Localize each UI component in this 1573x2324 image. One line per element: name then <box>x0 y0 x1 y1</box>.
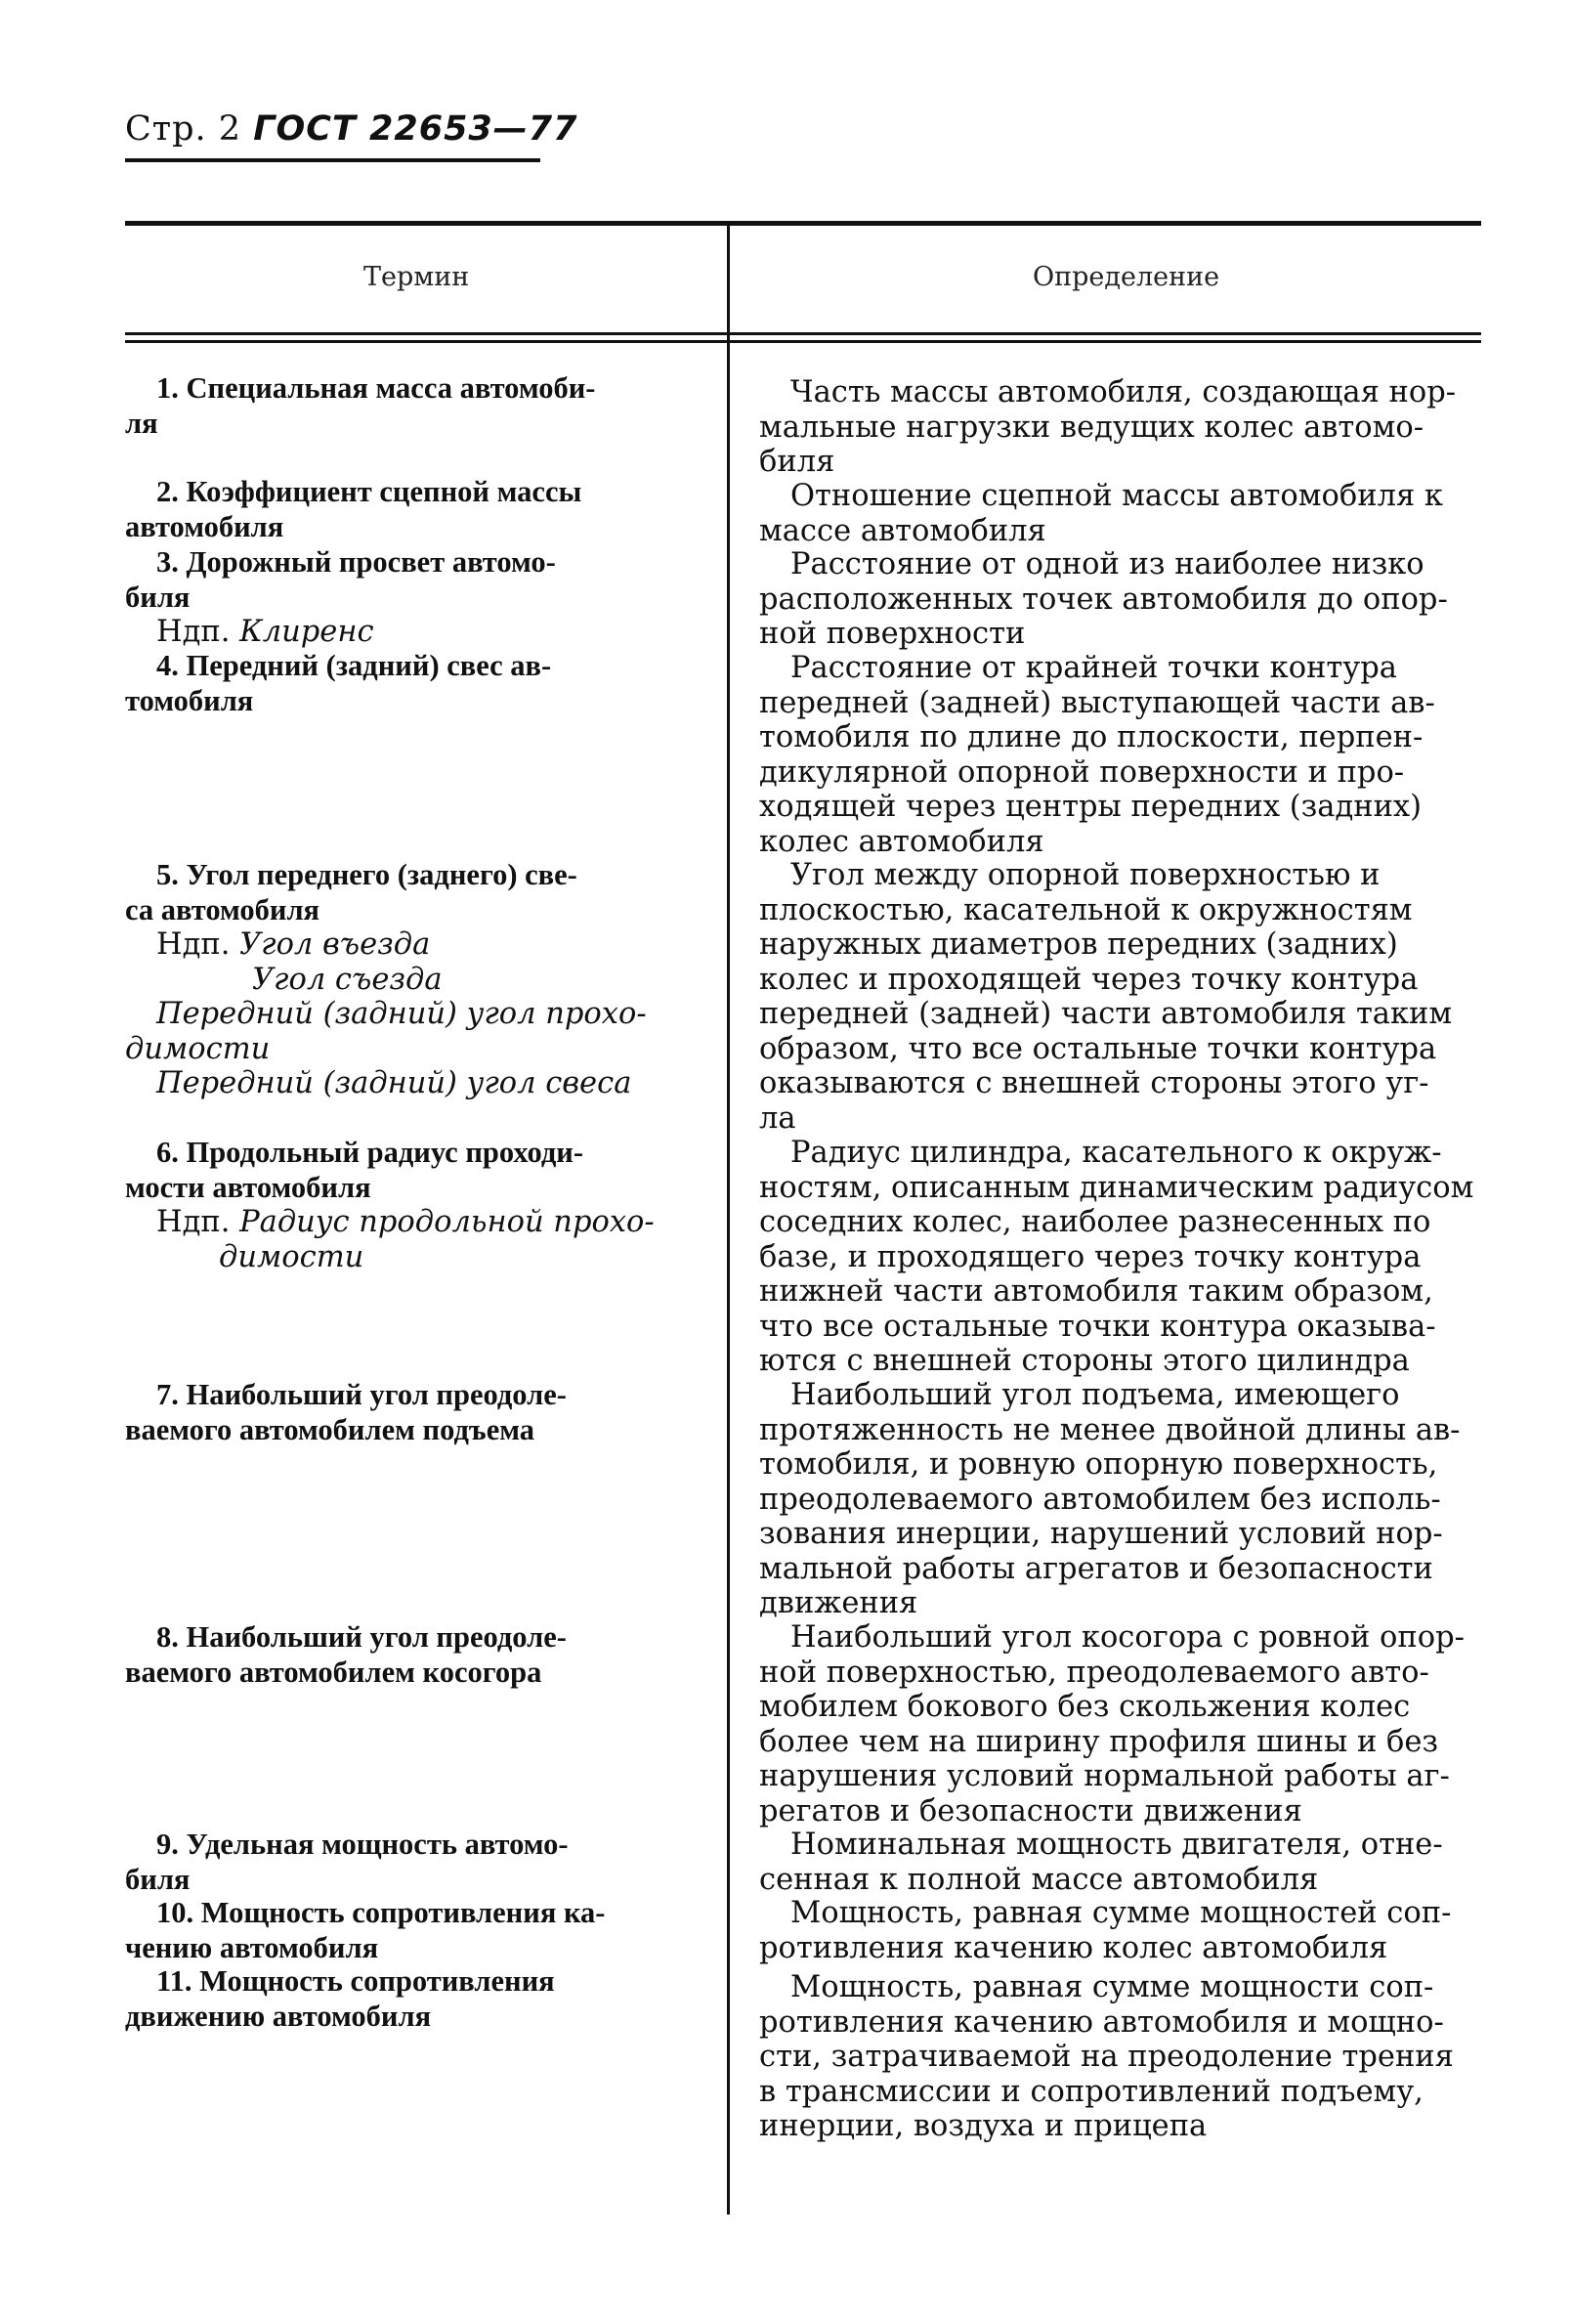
term-5: 5. Угол переднего (заднего) све- са автомобиля Ндп. Угол въезда Угол съезда Передний (задний) угол прохо- димости Передний (задний) угол свеса <box>125 858 701 1101</box>
table-head-rule <box>125 332 1481 335</box>
standard-number: ГОСТ 22653—77 <box>253 109 578 149</box>
term-2: 2. Коэффициент сцепной массы автомобиля <box>125 475 582 543</box>
definition-11: Мощность, равная сумме мощности соп- ротивления качению автомобиля и мощно- сти, затрачиваемой на преодоление трения в трансмиссии и сопротивлений подъему, инерции, воздуха и прицепа <box>759 1970 1454 2143</box>
term-10: 10. Мощность сопротивления ка- чению автомобиля <box>125 1896 606 1964</box>
definition-5: Угол между опорной поверхностью и плоскостью, касательной к окружностям наружных диаметров передних (задних) колес и проходящей через точку контура передней (задней) части автомобиля таким образом, что все остальные точки контура оказываются с внешней стороны этого уг- ла <box>759 858 1453 1136</box>
table-head-rule-double <box>125 340 1481 343</box>
ndp-3: Ндп. Клиренс <box>156 615 374 649</box>
ndp-6: Ндп. Радиус продольной прохо- <box>156 1205 655 1239</box>
definition-6: Радиус цилиндра, касательного к окруж- ностям, описанным динамическим радиусом соседних колес, наиболее разнесенных по базе, и проходящего через точку контура нижней части автомобиля таким образом, что все остальные точки контура оказыва- ются с внешней стороны этого цилиндра <box>759 1136 1474 1378</box>
term-7: 7. Наибольший угол преодоле- ваемого автомобилем подъема <box>125 1378 567 1446</box>
header-underline <box>125 158 540 162</box>
definition-2: Отношение сцепной массы автомобиля к массе автомобиля <box>759 479 1443 548</box>
page-header <box>125 109 578 149</box>
term-3: 3. Дорожный просвет автомо- биля Ндп. Клиренс <box>125 545 701 650</box>
column-header-definition: Определение <box>1033 262 1220 292</box>
definition-1: Часть массы автомобиля, создающая нор- мальные нагрузки ведущих колес автомо- биля <box>759 375 1457 479</box>
definition-3: Расстояние от одной из наиболее низко расположенных точек автомобиля до опор- ной поверхности <box>759 547 1448 651</box>
term-4: 4. Передний (задний) свес ав- томобиля <box>125 649 552 717</box>
definition-8: Наибольший угол косогора с ровной опор- ной поверхностью, преодолеваемого авто- мобилем бокового без скольжения колес более чем на ширину профиля шины и без нарушения условий нормальной работы аг- регатов и безопасности движения <box>759 1620 1465 1829</box>
page-number: Стр. 2 <box>125 109 242 149</box>
column-divider <box>727 221 730 2215</box>
column-header-term: Термин <box>363 262 470 292</box>
definition-10: Мощность, равная сумме мощностей соп- ротивления качению колес автомобиля <box>759 1896 1452 1965</box>
table-top-rule <box>125 221 1481 226</box>
definition-7: Наибольший угол подъема, имеющего протяженность не менее двойной длины ав- томобиля, и ровную опорную поверхность, преодолеваемого автомобилем без исполь- зования инерции, нарушений условий нор- мальной работы агрегатов и безопасности движения <box>759 1378 1461 1620</box>
definition-9: Номинальная мощность двигателя, отне- сенная к полной массе автомобиля <box>759 1828 1443 1897</box>
term-8: 8. Наибольший угол преодоле- ваемого автомобилем косогора <box>125 1620 567 1689</box>
definition-4: Расстояние от крайней точки контура передней (задней) выступающей части ав- томобиля по длине до плоскости, перпен- дикулярной опорной поверхности и про- ходящей через центры передних (задних) колес автомобиля <box>759 651 1435 859</box>
term-9: 9. Удельная мощность автомо- биля <box>125 1828 569 1896</box>
ndp-5: Ндп. Угол въезда <box>156 927 431 962</box>
term-6: 6. Продольный радиус проходи- мости автомобиля Ндп. Радиус продольной прохо- димости <box>125 1136 701 1274</box>
term-1: 1. Специальная масса автомоби- ля <box>125 371 596 440</box>
term-11: 11. Мощность сопротивления движению автомобиля <box>125 1964 555 2033</box>
